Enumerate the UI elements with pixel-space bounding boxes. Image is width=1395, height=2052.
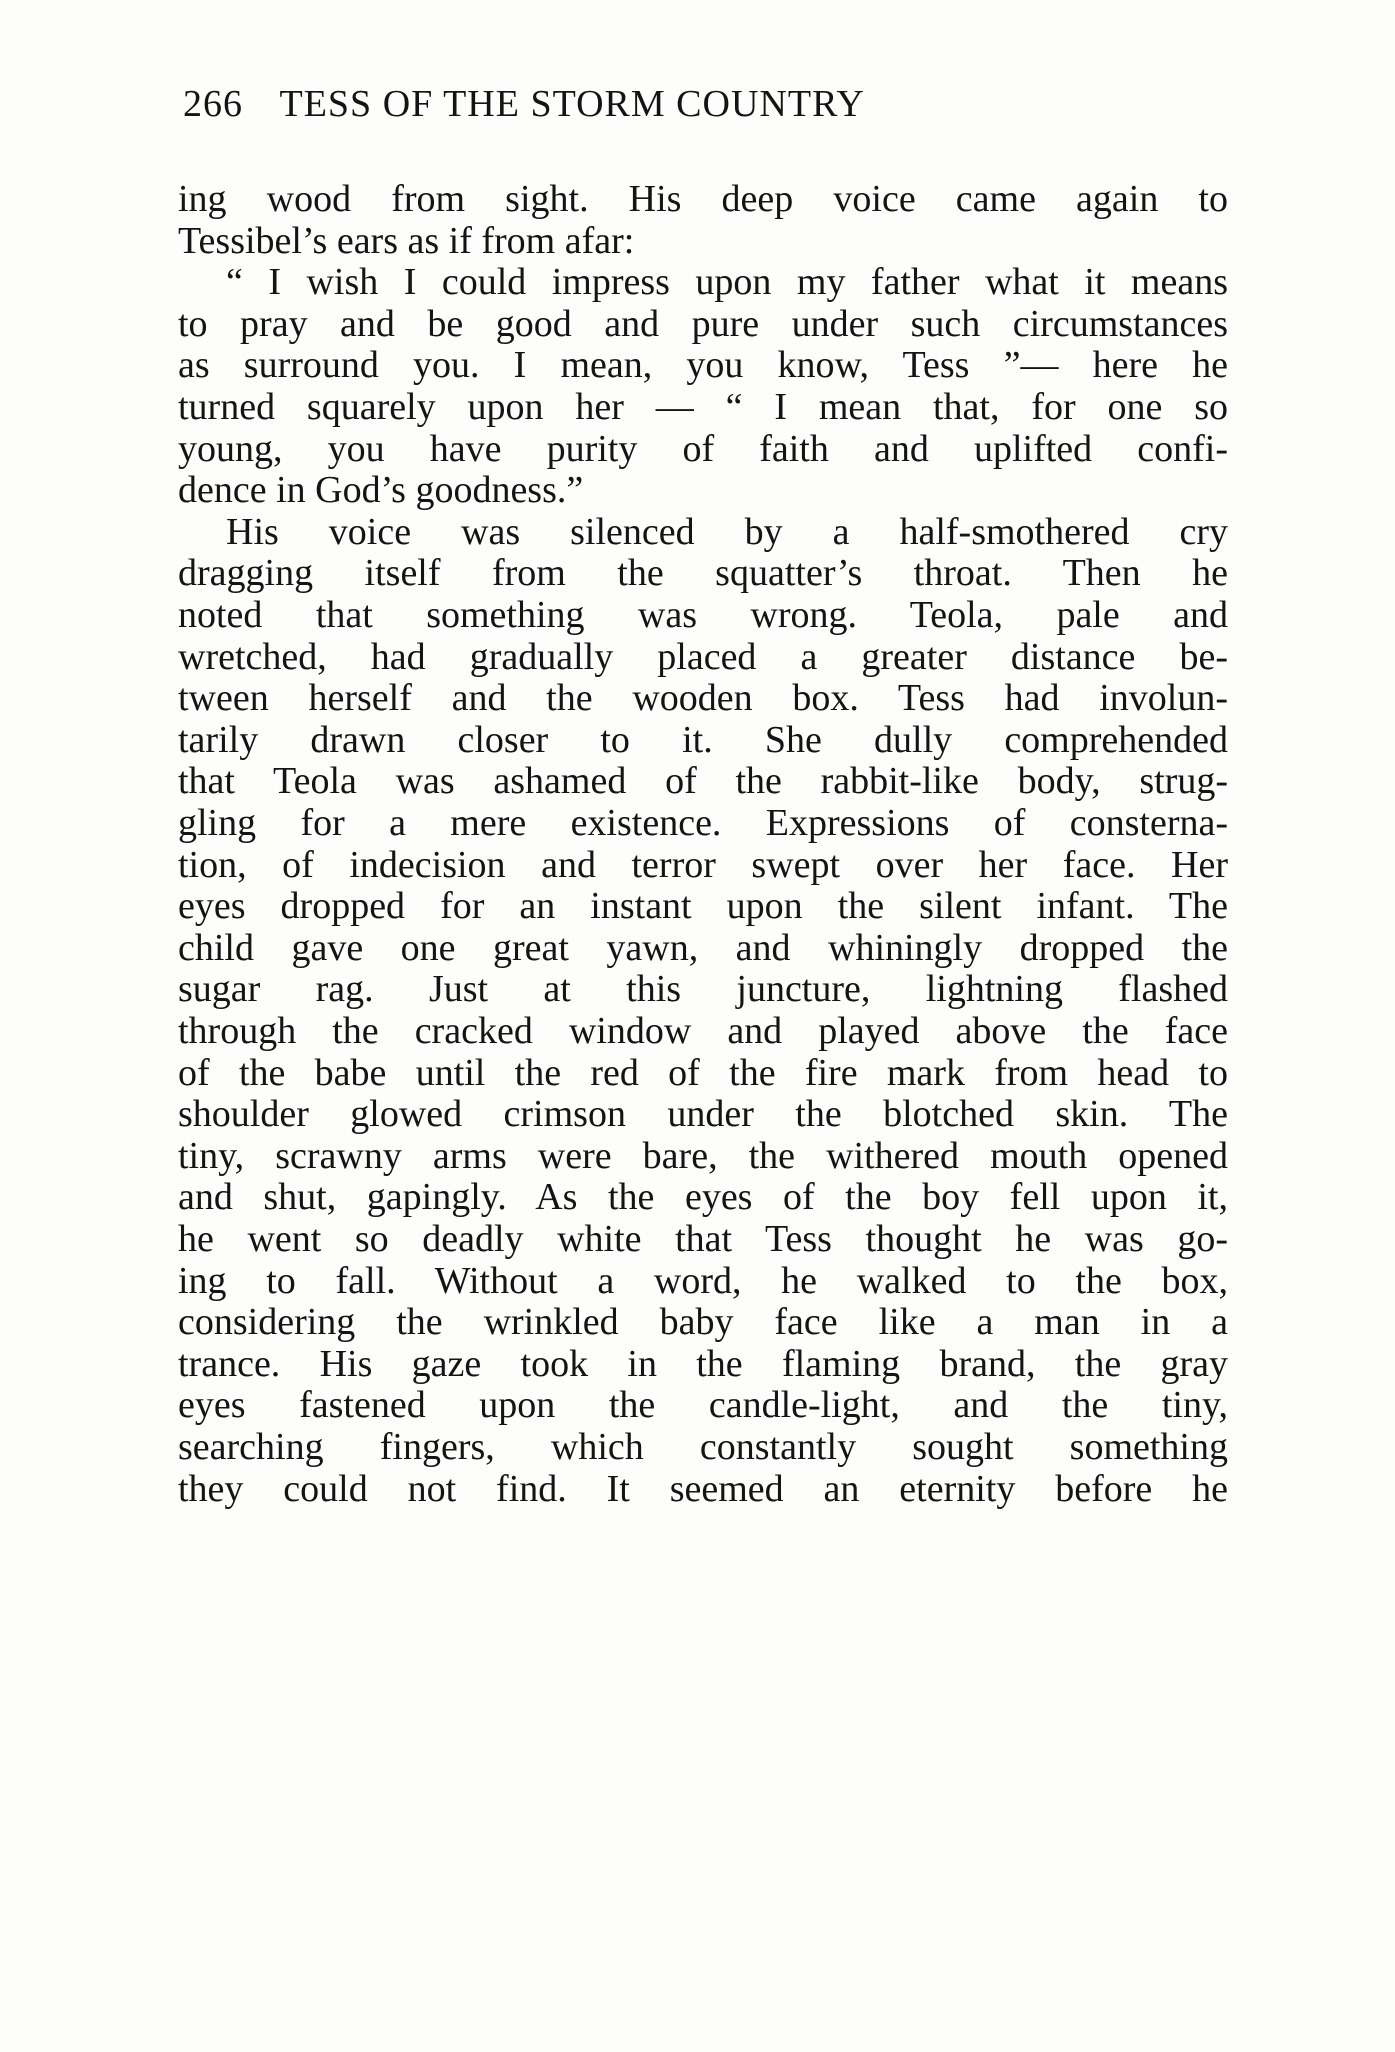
text-line: ing to fall. Without a word, he walked to the box, <box>178 1259 1228 1302</box>
text-line: of the babe until the red of the fire mark from head to <box>178 1051 1228 1094</box>
text-line: searching fingers, which constantly sought something <box>178 1426 1228 1468</box>
book-title: TESS OF THE STORM COUNTRY <box>279 83 865 125</box>
text-line: as surround you. I mean, you know, Tess ”— here he <box>178 344 1228 387</box>
text-line: eyes dropped for an instant upon the silent infant. The <box>178 885 1228 928</box>
running-head <box>183 82 1083 132</box>
text-line: Tessibel’s ears as if from afar: <box>178 219 635 262</box>
text-line: dragging itself from the squatter’s throat. Then he <box>178 552 1228 595</box>
text-line: gling for a mere existence. Expressions of consterna- <box>178 802 1228 844</box>
text-line: His voice was silenced by a half-smothered cry <box>226 510 1228 553</box>
text-line: he went so deadly white that Tess thought he was go- <box>178 1218 1228 1260</box>
text-line: tiny, scrawny arms were bare, the withered mouth opened <box>178 1134 1228 1177</box>
text-line: shoulder glowed crimson under the blotched skin. The <box>178 1093 1228 1136</box>
text-line: turned squarely upon her — “ I mean that, for one so <box>178 386 1228 428</box>
text-line: eyes fastened upon the candle-light, and the tiny, <box>178 1384 1228 1427</box>
text-line: tween herself and the wooden box. Tess had involun- <box>178 677 1228 720</box>
text-line: wretched, had gradually placed a greater distance be- <box>178 635 1228 678</box>
text-line: “ I wish I could impress upon my father what it means <box>226 261 1228 304</box>
text-line: dence in God’s goodness.” <box>178 469 584 512</box>
text-line: sugar rag. Just at this juncture, lightning flashed <box>178 968 1228 1011</box>
text-line: through the cracked window and played above the face <box>178 1010 1228 1052</box>
text-line: tarily drawn closer to it. She dully comprehended <box>178 718 1228 761</box>
text-line: ing wood from sight. His deep voice came again to <box>178 178 1228 220</box>
text-line: considering the wrinkled baby face like a man in a <box>178 1301 1228 1344</box>
text-line: trance. His gaze took in the flaming brand, the gray <box>178 1342 1228 1385</box>
text-line: child gave one great yawn, and whiningly dropped the <box>178 926 1228 969</box>
text-line: and shut, gapingly. As the eyes of the boy fell upon it, <box>178 1176 1228 1219</box>
text-line: tion, of indecision and terror swept over her face. Her <box>178 843 1228 886</box>
page-number: 266 <box>183 83 243 125</box>
text-line: to pray and be good and pure under such circumstances <box>178 302 1228 345</box>
text-line: noted that something was wrong. Teola, pale and <box>178 594 1228 636</box>
text-line: that Teola was ashamed of the rabbit-like body, strug- <box>178 760 1228 803</box>
text-line: they could not find. It seemed an eternity before he <box>178 1467 1228 1510</box>
text-line: young, you have purity of faith and uplifted confi- <box>178 427 1228 470</box>
